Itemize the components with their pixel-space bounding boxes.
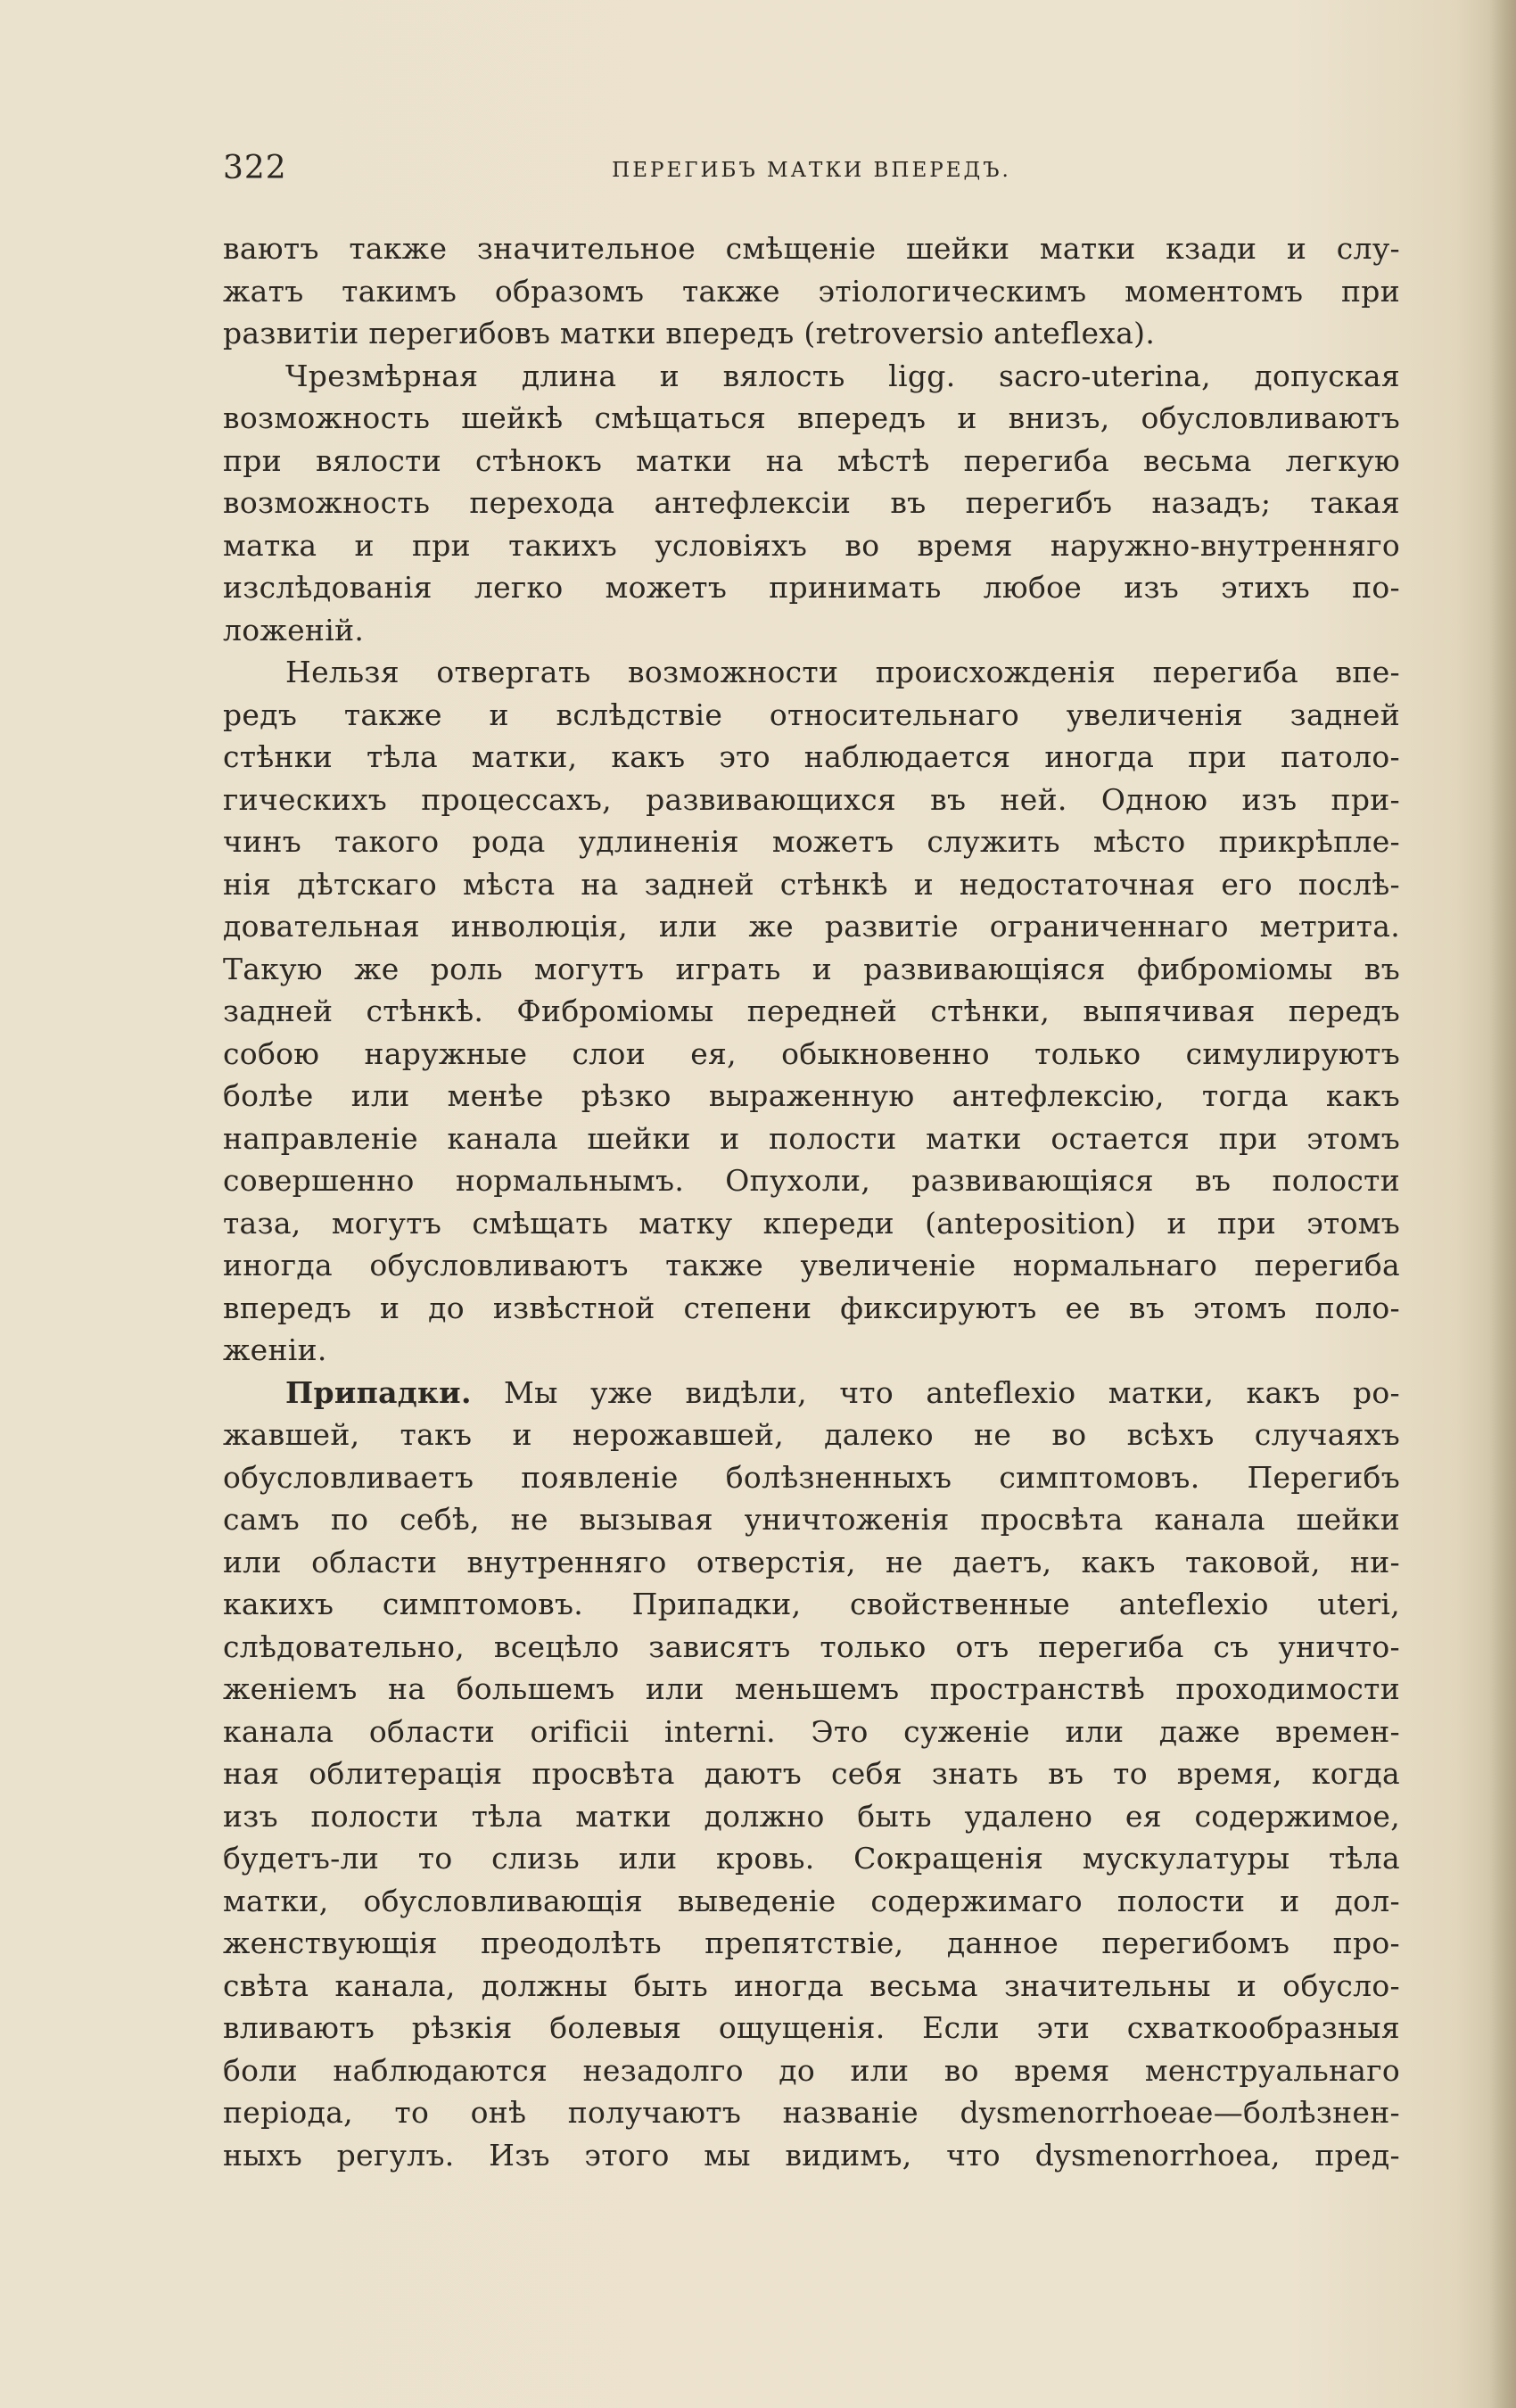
text-line bbox=[223, 1244, 1400, 1287]
text-line-content: періода, то онѣ получаютъ названіе dysmenorrhoeae—болѣзнен- bbox=[223, 2095, 1400, 2130]
text-line-content: или области внутренняго отверстія, не даетъ, какъ таковой, ни- bbox=[223, 1544, 1400, 1579]
text-line-content: развитіи перегибовъ матки впередъ (retroversio anteflexa). bbox=[223, 316, 1156, 350]
text-line-content: жавшей, такъ и нерожавшей, далеко не во всѣхъ случаяхъ bbox=[223, 1417, 1400, 1452]
text-line bbox=[223, 1541, 1400, 1584]
text-line-content: ваютъ также значительное смѣщеніе шейки матки кзади и слу- bbox=[223, 231, 1400, 266]
text-line-content: канала области orificii interni. Это суженіе или даже времен- bbox=[223, 1713, 1400, 1749]
running-head: ПЕРЕГИБЪ МАТКИ ВПЕРЕДЪ. bbox=[612, 159, 1011, 182]
text-line bbox=[223, 1202, 1400, 1245]
text-line bbox=[223, 948, 1400, 991]
text-line bbox=[223, 270, 1400, 313]
text-line bbox=[223, 1075, 1400, 1117]
text-line bbox=[223, 1414, 1400, 1456]
text-line bbox=[223, 779, 1400, 821]
text-line-content: впередъ и до извѣстной степени фиксируютъ ее въ этомъ поло- bbox=[223, 1290, 1400, 1325]
text-line bbox=[223, 2134, 1400, 2177]
text-line-content: будетъ-ли то слизь или кровь. Сокращенія мускулатуры тѣла bbox=[223, 1841, 1400, 1876]
text-line bbox=[223, 1711, 1400, 1753]
text-line-content: чинъ такого рода удлиненія можетъ служить мѣсто прикрѣпле- bbox=[223, 824, 1400, 859]
text-line bbox=[223, 2007, 1400, 2049]
text-line-content: совершенно нормальнымъ. Опухоли, развивающіяся въ полости bbox=[223, 1163, 1400, 1198]
text-line-content: ная облитерація просвѣта даютъ себя знать въ то время, когда bbox=[223, 1756, 1400, 1791]
text-line bbox=[223, 1837, 1400, 1880]
text-line bbox=[223, 736, 1400, 779]
text-line bbox=[223, 524, 1400, 567]
text-line-content: Такую же роль могутъ играть и развивающіяся фиброміомы въ bbox=[223, 951, 1400, 986]
text-line-content: ныхъ регулъ. Изъ этого мы видимъ, что dysmenorrhoea, пред- bbox=[223, 2137, 1400, 2173]
text-line bbox=[223, 312, 1400, 355]
text-line-content: задней стѣнкѣ. Фиброміомы передней стѣнки, выпячивая передъ bbox=[223, 994, 1400, 1028]
text-line-content: самъ по себѣ, не вызывая уничтоженія просвѣта канала шейки bbox=[223, 1502, 1400, 1537]
text-line bbox=[223, 1668, 1400, 1711]
text-line bbox=[223, 990, 1400, 1033]
text-line-content: гическихъ процессахъ, развивающихся въ ней. Одною изъ при- bbox=[223, 781, 1400, 817]
text-line bbox=[223, 863, 1400, 906]
text-line bbox=[223, 694, 1400, 737]
text-line bbox=[223, 609, 1400, 652]
text-line bbox=[223, 227, 1400, 270]
text-line-content: изслѣдованія легко можетъ принимать любое изъ этихъ по- bbox=[223, 570, 1400, 605]
text-line-content: редъ также и вслѣдствіе относительнаго увеличенія задней bbox=[223, 697, 1400, 732]
text-line bbox=[223, 1372, 1400, 1414]
text-line bbox=[223, 355, 1400, 398]
text-line-content: вливаютъ рѣзкія болевыя ощущенія. Если эти схваткообразныя bbox=[223, 2010, 1400, 2045]
text-line-content: изъ полости тѣла матки должно быть удалено ея содержимое, bbox=[223, 1798, 1400, 1834]
text-line-content: болѣе или менѣе рѣзко выраженную антефлексію, тогда какъ bbox=[223, 1078, 1400, 1113]
text-line bbox=[223, 1498, 1400, 1541]
text-line-content: собою наружные слои ея, обыкновенно только симулируютъ bbox=[223, 1035, 1400, 1071]
text-line-content: свѣта канала, должны быть иногда весьма значительны и обусло- bbox=[223, 1967, 1400, 2003]
text-line bbox=[223, 397, 1400, 440]
text-line bbox=[223, 482, 1400, 524]
text-line-content: стѣнки тѣла матки, какъ это наблюдается иногда при патоло- bbox=[223, 739, 1400, 774]
text-line bbox=[223, 2049, 1400, 2092]
text-line-content: Чрезмѣрная длина и вялость ligg. sacro-uterina, допуская bbox=[285, 358, 1400, 393]
text-line-content: иногда обусловливаютъ также увеличеніе нормальнаго перегиба bbox=[223, 1248, 1400, 1282]
page-number: 322 bbox=[223, 150, 287, 186]
text-line-content: таза, могутъ смѣщать матку кпереди (anteposition) и при этомъ bbox=[223, 1205, 1400, 1241]
text-line bbox=[223, 821, 1400, 863]
text-line bbox=[223, 1583, 1400, 1626]
text-line bbox=[223, 1456, 1400, 1499]
text-line-content: боли наблюдаются незадолго до или во время менструальнаго bbox=[223, 2052, 1400, 2088]
text-line bbox=[223, 1922, 1400, 1965]
text-line-content: обусловливаетъ появленіе болѣзненныхъ симптомовъ. Перегибъ bbox=[223, 1459, 1400, 1495]
text-line bbox=[223, 651, 1400, 694]
text-line-content: какихъ симптомовъ. Припадки, свойственные anteflexio uteri, bbox=[223, 1587, 1400, 1621]
text-line-content: направленіе канала шейки и полости матки остается при этомъ bbox=[223, 1120, 1400, 1156]
text-line-content: ложеній. bbox=[223, 612, 365, 647]
text-line-content: жатъ такимъ образомъ также этіологическимъ моментомъ при bbox=[223, 273, 1400, 309]
text-line-content: возможность перехода антефлексіи въ перегибъ назадъ; такая bbox=[223, 485, 1400, 520]
text-line bbox=[223, 905, 1400, 948]
body-text bbox=[223, 227, 1400, 2176]
text-line-content: женіи. bbox=[223, 1332, 327, 1367]
text-line-content: Мы уже видѣли, что anteflexio матки, какъ ро- bbox=[471, 1374, 1400, 1410]
text-line bbox=[223, 2091, 1400, 2134]
text-line-content: при вялости стѣнокъ матки на мѣстѣ перегиба весьма легкую bbox=[223, 442, 1400, 478]
text-line bbox=[223, 1287, 1400, 1330]
text-line bbox=[223, 1965, 1400, 2008]
text-line-content: матка и при такихъ условіяхъ во время наружно-внутренняго bbox=[223, 527, 1400, 563]
text-line bbox=[223, 1795, 1400, 1838]
text-line bbox=[223, 1329, 1400, 1372]
text-line-content: нія дѣтскаго мѣста на задней стѣнкѣ и недостаточная его послѣ- bbox=[223, 866, 1400, 902]
text-line-content: слѣдовательно, всецѣло зависятъ только отъ перегиба съ уничто- bbox=[223, 1629, 1400, 1664]
text-line bbox=[223, 1626, 1400, 1669]
text-line bbox=[223, 1117, 1400, 1160]
text-line bbox=[223, 1880, 1400, 1923]
text-line bbox=[223, 440, 1400, 482]
text-line-content: возможность шейкѣ смѣщаться впередъ и внизъ, обусловливаютъ bbox=[223, 400, 1400, 435]
text-line bbox=[223, 1159, 1400, 1202]
text-line bbox=[223, 566, 1400, 609]
section-heading: Припадки. bbox=[285, 1374, 472, 1410]
text-line-content: матки, обусловливающія выведеніе содержимаго полости и дол- bbox=[223, 1883, 1400, 1918]
page-header bbox=[223, 150, 1400, 194]
text-line bbox=[223, 1033, 1400, 1076]
text-line-content: женствующія преодолѣть препятствіе, данное перегибомъ про- bbox=[223, 1926, 1400, 1960]
text-line-content: довательная инволюція, или же развитіе ограниченнаго метрита. bbox=[223, 909, 1400, 944]
text-line-content: женіемъ на большемъ или меньшемъ пространствѣ проходимости bbox=[223, 1671, 1400, 1706]
page-edge-shadow bbox=[1489, 0, 1516, 2408]
text-line-content: Нельзя отвергать возможности происхожденія перегиба впе- bbox=[285, 655, 1400, 689]
text-line bbox=[223, 1752, 1400, 1795]
